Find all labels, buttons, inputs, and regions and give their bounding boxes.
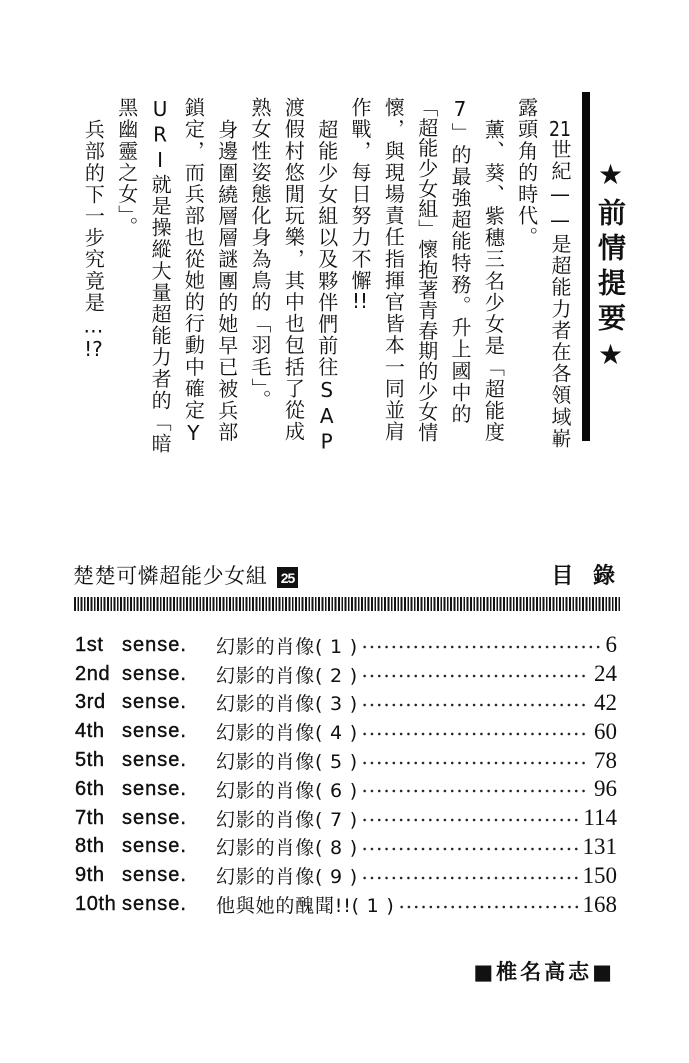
toc-entry <box>75 689 617 718</box>
toc-dot-leader <box>361 644 601 650</box>
toc-page-number: 60 <box>594 718 617 744</box>
toc-entry <box>75 717 617 746</box>
toc-ordinal: 8th <box>75 835 105 858</box>
toc-dot-leader <box>361 875 578 881</box>
toc-page-number: 168 <box>582 891 617 917</box>
toc-chapter-title: 幻影的肖像( 4 ) <box>216 722 358 745</box>
synopsis-column: 黑幽靈之女」。 <box>114 97 139 239</box>
toc-label: sense. <box>122 662 187 685</box>
synopsis-column: 懷，與現場責任指揮官皆本一同並肩 <box>381 97 406 443</box>
toc-entry <box>75 890 617 919</box>
synopsis-column: 7」的最強超能特務。升上國中的 <box>448 97 473 425</box>
toc-page-number: 6 <box>605 632 617 658</box>
toc-dot-leader <box>361 817 578 823</box>
toc-entry <box>75 833 617 862</box>
toc-chapter-title: 幻影的肖像( 5 ) <box>216 751 358 774</box>
synopsis-column: 兵部的下一步究竟是…!? <box>81 118 106 359</box>
book-title: 楚楚可憐超能少女組 <box>73 564 268 588</box>
toc-ordinal: 9th <box>75 864 105 887</box>
toc-entry <box>75 775 617 804</box>
synopsis-column: 鎖定，而兵部也從她的行動中確定Y <box>181 97 206 447</box>
toc-page-number: 42 <box>594 689 617 715</box>
toc-label: sense. <box>122 691 187 714</box>
toc-chapter-title: 幻影的肖像( 7 ) <box>216 808 358 831</box>
upright-combined-text: !? <box>84 338 103 359</box>
toc-entry <box>75 861 617 890</box>
toc-entry <box>75 631 617 660</box>
synopsis-column: 「超能少女組」懷抱著青春期的少女情 <box>414 97 439 443</box>
toc-page-number: 96 <box>594 776 617 802</box>
toc-ordinal: 5th <box>75 749 105 772</box>
synopsis-column: 身邊圍繞層層謎團的她早已被兵部 <box>214 118 239 443</box>
upright-combined-text: !! <box>352 291 369 312</box>
toc-dot-leader <box>361 788 589 794</box>
synopsis-column: URI就是操縱大量超能力者的「暗 <box>148 97 173 455</box>
toc-dot-leader <box>398 904 578 910</box>
toc-heading: 目 錄 <box>551 564 615 589</box>
toc-label: sense. <box>122 777 187 800</box>
toc-ordinal: 3rd <box>75 691 106 714</box>
toc-entry <box>75 804 617 833</box>
toc-chapter-title: 幻影的肖像( 8 ) <box>216 837 358 860</box>
synopsis-column: 21世紀——是超能力者在各領域嶄 <box>548 118 572 449</box>
toc-label: sense. <box>122 720 187 743</box>
toc-chapter-title: 他與她的醜聞!!( 1 ) <box>216 895 395 918</box>
toc-dot-leader <box>361 846 578 852</box>
toc-ordinal: 2nd <box>75 662 111 685</box>
toc-chapter-title: 幻影的肖像( 1 ) <box>216 635 358 658</box>
toc-label: sense. <box>122 864 187 887</box>
synopsis-text <box>76 97 576 457</box>
toc-chapter-title: 幻影的肖像( 3 ) <box>216 693 358 716</box>
toc-page-number: 150 <box>582 862 617 888</box>
synopsis-title: ★前情提要★ <box>594 158 627 378</box>
synopsis-column: 超能少女組以及夥伴們前往SAP <box>314 118 339 455</box>
toc-page-number: 24 <box>594 661 617 687</box>
toc-list <box>75 631 617 919</box>
volume-badge: 25 <box>277 567 298 588</box>
toc-ordinal: 4th <box>75 720 105 743</box>
toc-label: sense. <box>122 893 187 916</box>
synopsis-column: 作戰，每日努力不懈!! <box>348 97 373 312</box>
synopsis-column: 露頭角的時代。 <box>514 97 539 249</box>
upright-combined-text: 21 <box>549 118 571 139</box>
toc-ordinal: 10th <box>75 893 117 916</box>
toc-dot-leader <box>361 760 589 766</box>
toc-chapter-title: 幻影的肖像( 9 ) <box>216 866 358 889</box>
author-credit: ■椎名高志■ <box>473 960 615 984</box>
toc-page-number: 131 <box>582 833 617 859</box>
toc-entry <box>75 660 617 689</box>
toc-ordinal: 6th <box>75 777 105 800</box>
toc-label: sense. <box>122 633 187 656</box>
toc-chapter-title: 幻影的肖像( 6 ) <box>216 779 358 802</box>
toc-page-number: 114 <box>583 805 617 831</box>
synopsis-column: 熟女性姿態化身為鳥的「羽毛」。 <box>248 97 273 411</box>
toc-ordinal: 1st <box>75 633 104 656</box>
toc-entry <box>75 746 617 775</box>
synopsis-column: 渡假村悠閒玩樂，其中也包括了從成 <box>281 97 306 443</box>
synopsis-divider-bar <box>582 92 590 441</box>
toc-label: sense. <box>122 749 187 772</box>
hatched-divider <box>74 597 620 611</box>
toc-dot-leader <box>361 731 589 737</box>
toc-ordinal: 7th <box>75 806 105 829</box>
toc-dot-leader <box>361 702 589 708</box>
toc-chapter-title: 幻影的肖像( 2 ) <box>216 664 358 687</box>
toc-page-number: 78 <box>594 747 617 773</box>
synopsis-column: 薰、葵、紫穗三名少女是「超能度 <box>481 118 506 443</box>
toc-label: sense. <box>122 806 187 829</box>
toc-dot-leader <box>361 673 589 679</box>
toc-label: sense. <box>122 835 187 858</box>
